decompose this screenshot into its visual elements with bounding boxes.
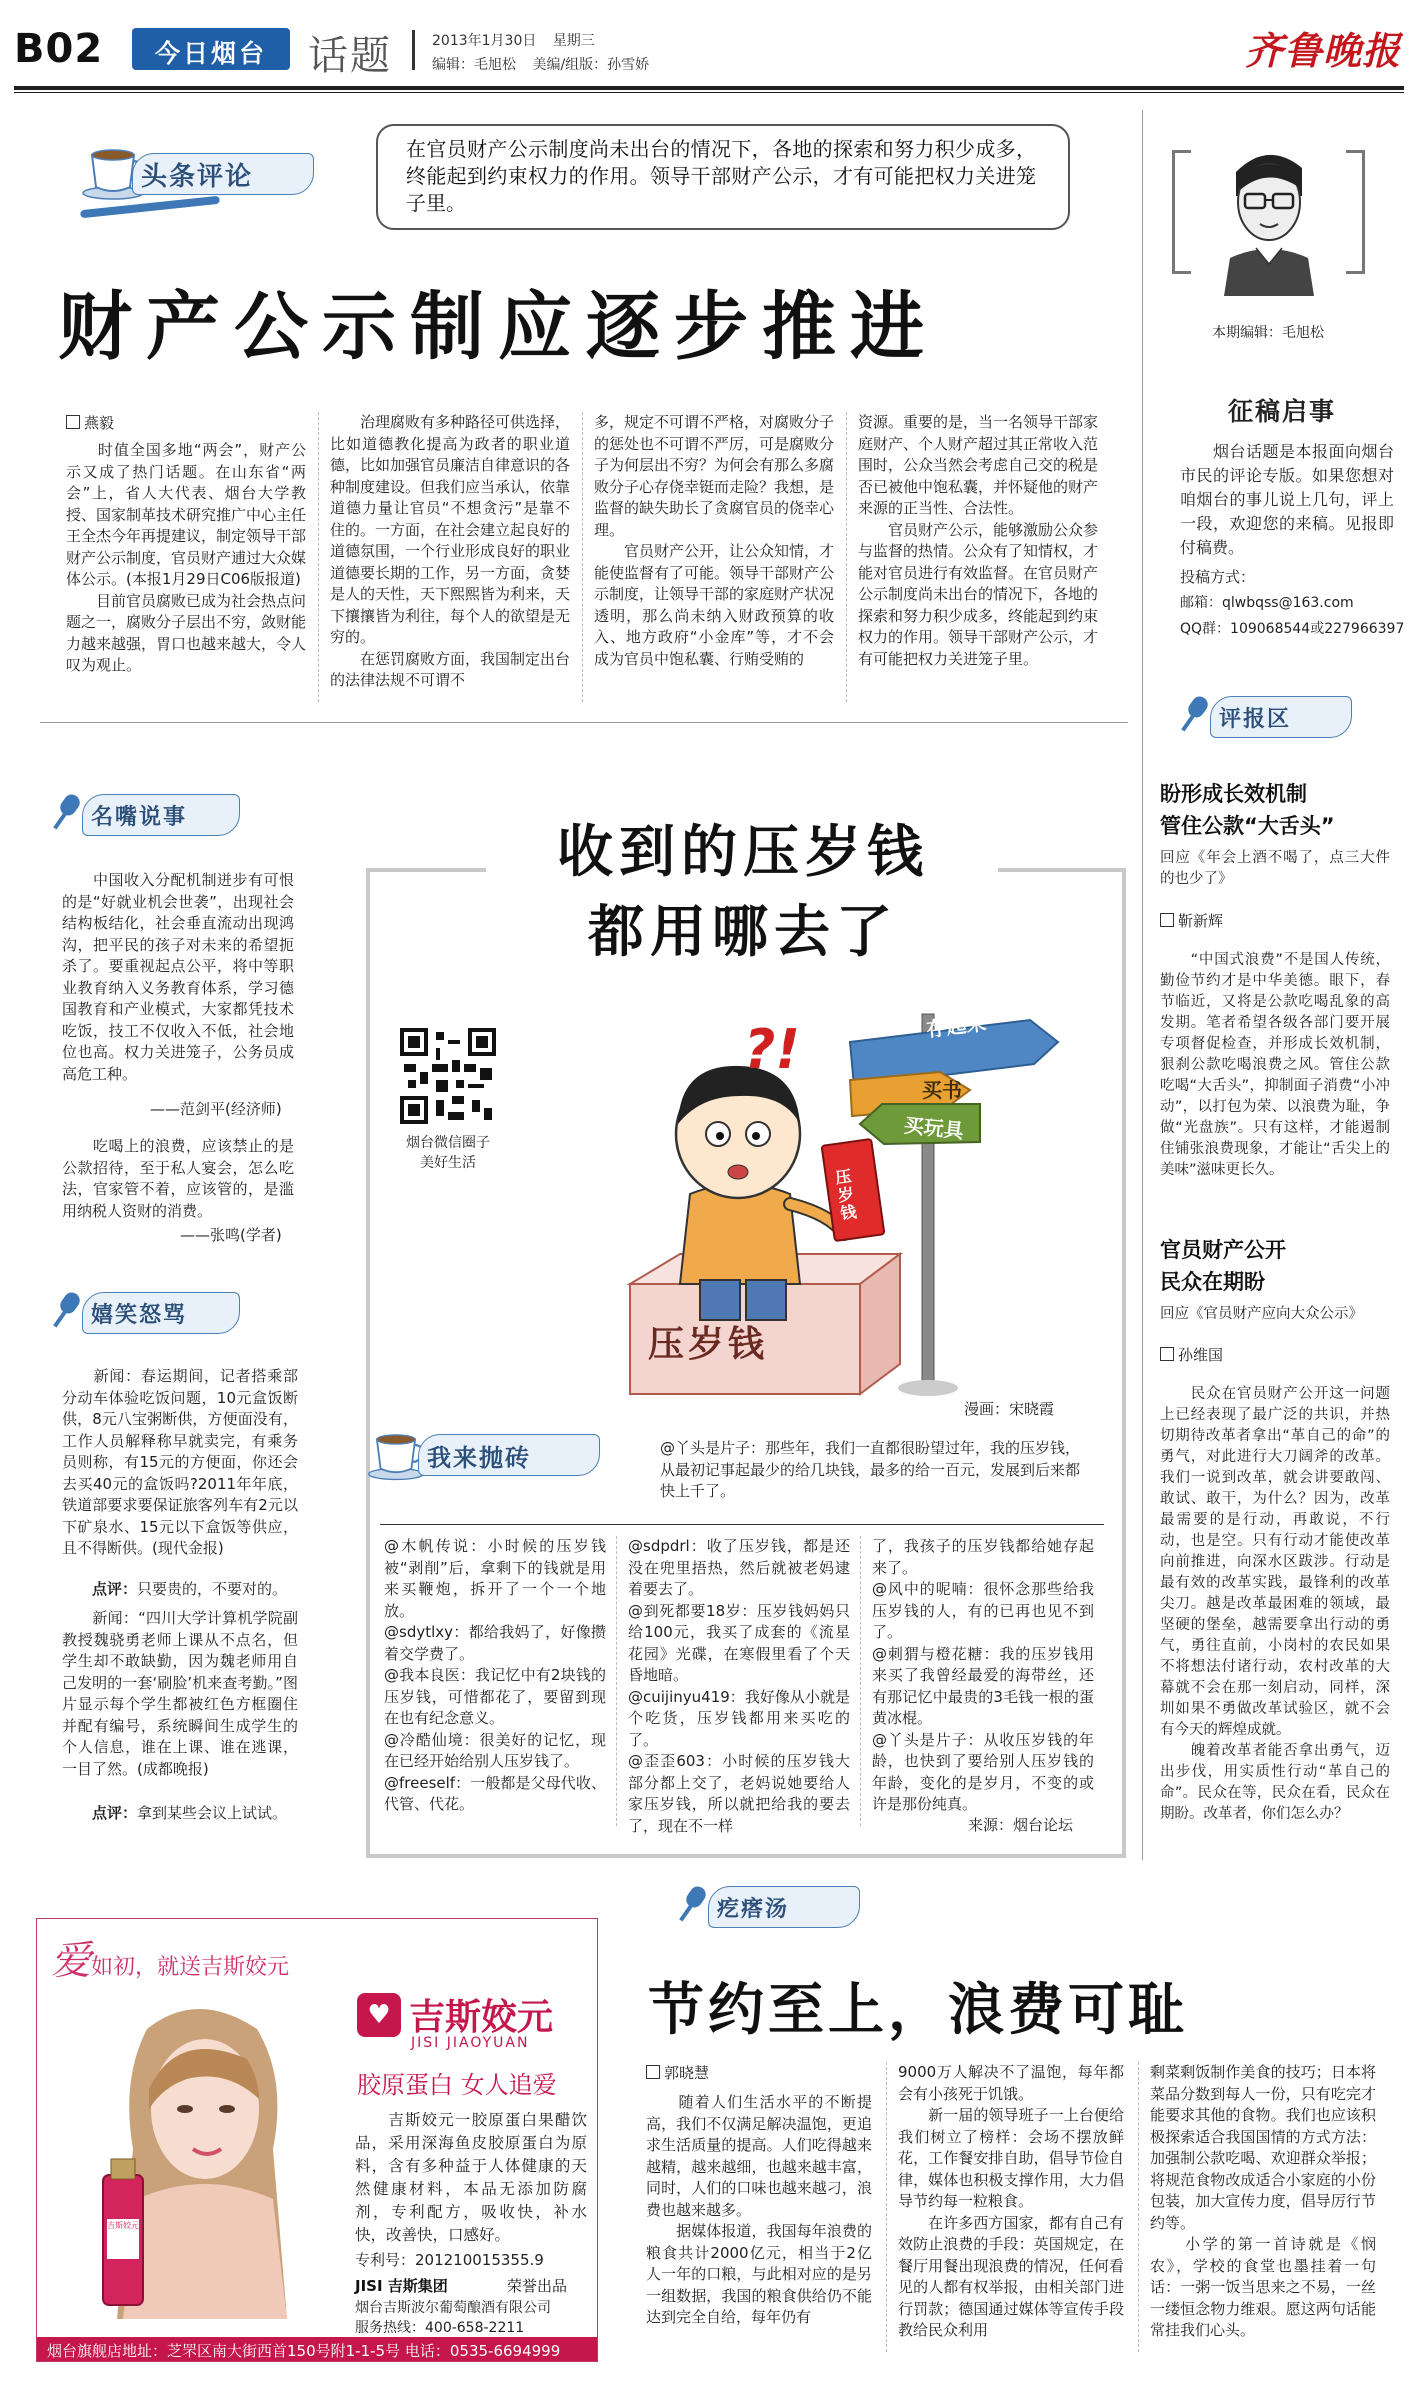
pingbao-topic2-author: 孙维国 xyxy=(1178,1346,1224,1364)
pingbao-topic1-title-2: 管住公款“大舌头” xyxy=(1160,814,1335,838)
issue-date: 2013年1月30日 xyxy=(432,33,537,49)
byline-box-icon xyxy=(1160,913,1174,927)
editor-credit: 编辑：毛旭松 xyxy=(432,57,516,73)
geda-column-1: 随着人们生活水平的不断提高，我们不仅满足解决温饱，更追求生活质量的提高。人们吃得越来越精，越来越细，也越来越丰富，同时，人们的口味也越来越刁，浪费也越来越多。 据媒体报道，我国每年浪费的粮食共计2000亿元，相当于2亿人一年的口粮，与此相对应的是另一组数据，我国的粮食供给仍不能达到完全自给，每年仍有 xyxy=(646,2093,872,2326)
lead-label-banner xyxy=(132,153,314,195)
qr-caption-1: 烟台微信圈子 xyxy=(406,1135,490,1151)
geda-headline: 节约至上，浪费可耻 xyxy=(648,1978,1188,2043)
ad-model-illustration xyxy=(37,1999,347,2319)
masthead-divider xyxy=(412,30,415,70)
lead-callout xyxy=(376,124,1070,230)
paper-logo: 齐鲁晚报 xyxy=(1245,28,1402,73)
ad-brand-logo-icon: ♥ xyxy=(357,1993,401,2037)
box-label: 压岁钱 xyxy=(648,1324,769,1365)
lead-author: 燕毅 xyxy=(84,414,115,432)
editor-caption: 本期编辑：毛旭松 xyxy=(1212,325,1324,341)
ad-tagline: 胶原蛋白 女人追爱 xyxy=(357,2071,557,2099)
xixiao-news-2: 新闻：“四川大学计算机学院副教授魏骁勇老师上课从不点名，但学生却不敢缺勤，因为魏老师用自己发明的一套‘刷脸’机来查考勤。”图片显示每个学生都被红色方框圈住并配有编号，系统瞬间生成学生的个人信息，谁在上课、谁在逃课，一目了然。(成都晚报) xyxy=(62,1609,298,1778)
notice-body: 烟台话题是本报面向烟台市民的评论专版。如果您想对咱烟台的事儿说上几句，评上一段，欢迎您的来稿。见报即付稿费。 xyxy=(1180,442,1394,557)
ad-patent: 专利号：201210015355.9 xyxy=(355,2251,544,2269)
paozhuan-badge xyxy=(316,1420,616,1490)
xixiao-comment-1 xyxy=(62,1578,287,1599)
lead-column-2: 治理腐败有多种路径可供选择，比如道德教化提高为政者的职业道德，比如加强官员廉洁自律意识的各种制度建设。但我们应当承认，依靠道德力量让官员“不想贪污”是靠不住的。一方面，在社会建立起良好的道德氛围，一个行业形成良好的职业道德要长期的工作，另一方面，贪婪是人的天性，天下熙熙皆为利来，天下攘攘皆为利往，每个人的欲望是无穷的。 在惩罚腐败方面，我国制定出台的法律法规不可谓不 xyxy=(330,413,571,689)
byline-box-icon xyxy=(66,415,80,429)
feature-frame-top-left xyxy=(366,868,486,872)
xixiao-comment-2-key: 点评： xyxy=(92,1804,138,1822)
ad-slogan-text: 如初，就送吉斯姣元 xyxy=(91,1955,290,1980)
mingzui-attribution-2: ——张鸣(学者) xyxy=(180,1226,282,1244)
xixiao-comment-2 xyxy=(62,1802,287,1823)
pingbao-topic2-title-2: 民众在期盼 xyxy=(1160,1270,1265,1294)
pingbao-topic2-title-1: 官员财产公开 xyxy=(1160,1238,1286,1262)
contact-email[interactable]: 邮箱：qlwbqss@163.com xyxy=(1180,595,1354,611)
credits-line xyxy=(432,54,649,74)
pingbao-banner xyxy=(1210,696,1352,738)
lead-bottom-rule xyxy=(40,722,1128,723)
lead-column-1: 时值全国多地“两会”，财产公示又成了热门话题。在山东省“两会”上，省人大代表、烟台大学教授、国家制革技术研究推广中心主任王全杰今年再提建议，制定领导干部财产公示制度，官员财产逋过大众媒体公示。(本报1月29日C06版报道) 目前官员腐败已成为社会热点问题之一，腐败分子层出不穷，敛财能力越来越强，胃口也越来越大，令人叹为观止。 xyxy=(66,441,307,674)
xixiao-comment-2-value: 拿到某些会议上试试。 xyxy=(137,1804,288,1822)
masthead-rule xyxy=(14,86,1404,90)
pingbao-badge xyxy=(1176,688,1376,744)
lead-callout-text: 在官员财产公示制度尚未出台的情况下，各地的探索和努力积少成多，终能起到约束权力的作用。领导干部财产公示，才有可能把权力关进笼子里。 xyxy=(406,137,1036,215)
mingzui-attribution-1: ——范剑平(经济师) xyxy=(150,1100,282,1118)
ad-maker-logo: JISI 吉斯集团 xyxy=(355,2277,448,2295)
feature-source: 来源：烟台论坛 xyxy=(968,1816,1074,1834)
lead-column-3: 多，规定不可谓不严格，对腐败分子的惩处也不可谓不严厉，可是腐败分子为何层出不穷？为何会有那么多腐败分子心存侥幸铤而走险？我想，是监督的缺失助长了贪腐官员的侥幸心理。 官员财产公开，让公众知情，才能使监督有了可能。领导干部财产公示制度，让领导干部的家庭财产状况透明，那么尚未纳入财政预算的收入、地方政府“小金库”等，才不会成为官员中饱私囊、行贿受贿的 xyxy=(594,413,835,668)
cartoon-illustration xyxy=(560,984,1100,1414)
feature-intro: @丫头是片子：那些年，我们一直都很盼望过年，我的压岁钱，从最初记事起最少的给几块钱，最多的给一百元，发展到后来都快上千了。 xyxy=(660,1439,1081,1500)
sign-save: 存起来 xyxy=(924,1010,988,1042)
ad-block[interactable] xyxy=(36,1918,598,2362)
section-tab-label: 今日烟台 xyxy=(154,39,267,68)
lead-byline xyxy=(66,412,114,433)
bracket-left-icon xyxy=(1172,150,1191,274)
feature-headline-2: 都用哪去了 xyxy=(588,900,898,965)
paozhuan-label: 我来抛砖 xyxy=(427,1443,531,1472)
issue-weekday: 星期三 xyxy=(552,33,595,49)
sign-toys: 买玩具 xyxy=(902,1112,965,1144)
byline-box-icon xyxy=(1160,1347,1174,1361)
red-envelope-text: 压岁钱 xyxy=(834,1166,858,1224)
lead-label-badge xyxy=(40,135,320,225)
qr-code[interactable] xyxy=(400,1028,496,1124)
date-line xyxy=(432,30,595,50)
geda-banner xyxy=(708,1886,860,1928)
ad-company: 烟台吉斯波尔葡萄酿酒有限公司 xyxy=(355,2300,551,2316)
geda-divider-2 xyxy=(1138,2062,1139,2352)
geda-divider-1 xyxy=(886,2062,887,2352)
feature-divider-1 xyxy=(616,1536,617,1826)
art-editor-credit: 美编/组版：孙雪娇 xyxy=(532,57,650,73)
mingzui-label: 名嘴说事 xyxy=(91,804,188,830)
lead-label-text: 头条评论 xyxy=(141,161,254,192)
geda-byline xyxy=(646,2062,709,2083)
qr-caption-2: 美好生活 xyxy=(420,1155,476,1171)
contact-qq[interactable]: QQ群：109068544或227966397 xyxy=(1180,621,1405,637)
mingzui-badge xyxy=(48,786,248,842)
editor-portrait xyxy=(1216,136,1320,296)
xixiao-badge xyxy=(48,1284,248,1340)
editor-photo xyxy=(1172,132,1362,312)
pingbao-topic1-byline xyxy=(1160,910,1223,931)
sign-books: 买书 xyxy=(922,1078,962,1102)
feature-comments-1: @木帆传说：小时候的压岁钱被“剥削”后，拿剩下的钱就是用来买鞭炮，拆开了一个一个地放。 @sdytlxy：都给我妈了，好像攒着交学费了。 @我本良医：我记忆中有2块钱的压岁钱，可惜都花了，要留到现在也有纪念意义。 @冷酷仙境：很美好的记忆，现在已经开始给别人压岁钱了。 @freeself：一般都是父母代收、代管、代花。 xyxy=(384,1537,606,1813)
pingbao-topic2-reply: 回应《官员财产应向大众公示》 xyxy=(1160,1306,1363,1322)
feature-intro-rule xyxy=(380,1524,1104,1525)
geda-badge xyxy=(674,1878,874,1934)
xixiao-news-1: 新闻：春运期间，记者搭乘部分动车体验吃饭问题，10元盒饭断供，8元八宝粥断供，方便面没有，工作人员解释称早就卖完，有乘务员则称，有15元的方便面，你还会去买40元的盒饭吗?2011年年底，铁道部要求要保证旅客列车有2元以下矿泉水、15元以下盒饭等供应，且不得断供。(现代金报) xyxy=(62,1367,298,1557)
pingbao-topic2-byline xyxy=(1160,1344,1223,1365)
masthead-rule-thin xyxy=(14,92,1404,93)
mingzui-quote-1: 中国收入分配机制迸步有可恨的是“好就业机会世袭”，出现社会结构板结化，社会垂直流动出现鸿沟，把平民的孩子对未来的希望扼杀了。要重视起点公平，将中等职业教育纳入义务教育体系，学习德国教育和产业模式，大家都凭技术吃饭，技工不仅收入不低，社会地位也高。权力关进笼子，公务员成高危工种。 xyxy=(62,871,294,1083)
xixiao-comment-1-key: 点评： xyxy=(92,1580,138,1598)
column-title: 话题 xyxy=(308,33,392,79)
pingbao-label: 评报区 xyxy=(1219,706,1292,732)
ad-maker-note: 荣誉出品 xyxy=(507,2277,568,2295)
coffee-cup-icon xyxy=(366,1426,426,1482)
geda-column-2: 9000万人解决不了温饱，每年都会有小孩死于饥饿。 新一届的领导班子一上台便给我们树立了榜样：会场不摆放鲜花，工作餐安排自助，倡导节俭自律，媒体也积极支撑作用，大力倡导节约每一粒粮食。 在许多西方国家，都有自己有效防止浪费的手段：英国规定，在餐厅用餐出现浪费的情况，任何看见的人都有权举报，由相关部门进行罚款；德国通过媒体等宣传手段教给民众利用 xyxy=(898,2063,1124,2339)
ad-brand-cn: 吉斯姣元 xyxy=(409,1996,554,2038)
geda-author: 郭晓慧 xyxy=(664,2064,710,2082)
paozhuan-banner xyxy=(418,1434,600,1476)
cartoon-question-mark: ?! xyxy=(744,1018,800,1081)
feature-headline-1: 收到的压岁钱 xyxy=(557,820,929,885)
right-column-divider xyxy=(1142,110,1143,1860)
ad-slogan xyxy=(51,1929,289,1986)
feature-comments-3: 了，我孩子的压岁钱都给她存起来了。 @风中的呢喃：很怀念那些给我压岁钱的人，有的已再也见不到了。 @刺猬与橙花糖：我的压岁钱用来买了我曾经最爱的海带丝，还有那记忆中最贵的3毛钱一根的蛋黄冰棍。 @丫头是片子：从收压岁钱的年龄，也快到了要给别人压岁钱的年龄，变化的是岁月，不变的或许是那份纯真。 xyxy=(872,1537,1094,1813)
ad-slogan-love: 爱 xyxy=(51,1938,91,1984)
geda-column-3: 剩菜剩饭制作美食的技巧；日本将菜品分数到每人一份，只有吃完才能要求其他的食物。我们也应该积极探索适合我国国情的方式方法：加强制公款吃喝、欢迎群众举报；将规范食物改成适合小家庭的小份包装，加大宣传力度，倡导厉行节约等。 小学的第一首诗就是《悯农》，学校的食堂也墨挂着一句话：一粥一饭当思来之不易，一丝一缕恒念物力维艰。愿这两句话能常挂我们心头。 xyxy=(1150,2063,1376,2339)
pingbao-topic1-author: 靳新辉 xyxy=(1178,912,1224,930)
feature-frame-top-right xyxy=(998,868,1122,872)
geda-label: 疙瘩汤 xyxy=(717,1896,790,1922)
mingzui-quote-2: 吃喝上的浪费，应该禁止的是公款招待，至于私人宴会，怎么吃法，官家管不着，应该管的，是滥用纳税人资财的消费。 xyxy=(62,1137,294,1220)
pingbao-topic2-body: 民众在官员财产公开这一问题上已经表现了最广泛的共识，并热切期待改革者拿出“革自己的命”的勇气，对此进行大刀阔斧的改革。我们一说到改革，就会讲要敢闯、敢试、敢干，为什么？因为，改革最需要的是行动，再敢说，不行动，也是空。只有行动才能使改革向前推进，向深水区跋涉。行动是最有效的改革实践，最锋利的改革尖刀。越是改革最困难的领域，最坚硬的堡垒，越需要拿出行动的勇气，勇往直前，小岗村的农民如果不将想法付诸行动，农村改革的大幕就不会在那一刻启动，同样，深圳如果不勇做改革试验区，就不会有今天的辉煌成就。 魄着改革者能否拿出勇气，迈出步伐，用实质性行动“革自己的命”。民众在等，民众在看，民众在期盼。改革者，你们怎么办？ xyxy=(1160,1386,1390,1822)
page-number: B02 xyxy=(14,26,104,72)
byline-box-icon xyxy=(646,2065,660,2079)
xixiao-label: 嬉笑怒骂 xyxy=(91,1302,188,1328)
xixiao-banner xyxy=(82,1292,240,1334)
masthead xyxy=(0,0,1417,90)
ad-bottle-label: 吉斯姣元 xyxy=(107,2221,139,2230)
contact-title: 投稿方式： xyxy=(1180,568,1256,586)
feature-divider-2 xyxy=(860,1536,861,1826)
ad-description: 吉斯姣元一胶原蛋白果醋饮品，采用深海鱼皮胶原蛋白为原料，含有多种益于人体健康的天然健康材料，本品无添加防腐剂，专利配方，吸收快，补水快，改善快，口感好。 xyxy=(355,2111,587,2244)
lead-column-4: 资源。重要的是，当一名领导干部家庭财产、个人财产超过其正常收入范围时，公众当然会考虑自己交的税是否已被他中饱私囊，并怀疑他的财产来源的正当性、合法性。 官员财产公示，能够激励公众参与监督的热情。公众有了知情权，才能对官员进行有效监督。在官员财产公示制度尚未出台的情况下，各地的探索和努力积少成多，终能起到约束权力的作用。领导干部财产公示，才有可能把权力关进笼子里。 xyxy=(858,413,1099,668)
notice-title: 征稿启事 xyxy=(1228,397,1337,426)
pingbao-topic1-title-1: 盼形成长效机制 xyxy=(1160,782,1307,806)
lead-headline: 财产公示制应逐步推进 xyxy=(58,284,938,370)
lead-divider-2 xyxy=(582,412,583,702)
pingbao-topic1-body: “中国式浪费”不是国人传统，勤俭节约才是中华美德。眼下，春节临近，又将是公款吃喝乱象的高发期。笔者希望各级各部门要开展专项督促检查，并形成长效机制，狠刹公款吃喝浪费之风。管住公款吃喝“大舌头”，抑制面子消费“小冲动”，以打包为荣、以浪费为耻，争做“光盘族”。只有这样，才能遏制住铺张浪费现象，才能让“舌尖上的美味”滋味更长久。 xyxy=(1160,952,1390,1178)
lead-divider-1 xyxy=(318,412,319,702)
feature-comments-2: @sdpdrl：收了压岁钱，都是还没在兜里捂热，然后就被老妈逮着要去了。 @到死都要18岁：压岁钱妈妈只给100元，我买了成套的《流星花园》光碟，在寒假里看了个天昏地暗。 @cuijinyu419：我好像从小就是个吃货，压岁钱都用来买吃的了。 @歪歪603：小时候的压岁钱大部分都上交了，老妈说她要给人家压岁钱，所以就把给我的要去了，现在不一样 xyxy=(628,1537,850,1835)
bracket-right-icon xyxy=(1346,150,1365,274)
cartoon-credit: 漫画：宋晓霞 xyxy=(964,1400,1055,1418)
lead-divider-3 xyxy=(846,412,847,702)
ad-store-address: 烟台旗舰店地址：芝罘区南大街西首150号附1-1-5号 电话：0535-6694999 xyxy=(47,2342,561,2360)
mingzui-banner xyxy=(82,794,240,836)
ad-hotline: 服务热线：400-658-2211 xyxy=(355,2320,525,2336)
xixiao-comment-1-value: 只要贵的，不要对的。 xyxy=(137,1580,288,1598)
ad-brand-en: JISI JIAOYUAN xyxy=(411,2035,530,2051)
pingbao-topic1-reply: 回应《年会上酒不喝了，点三大件的也少了》 xyxy=(1160,850,1390,887)
